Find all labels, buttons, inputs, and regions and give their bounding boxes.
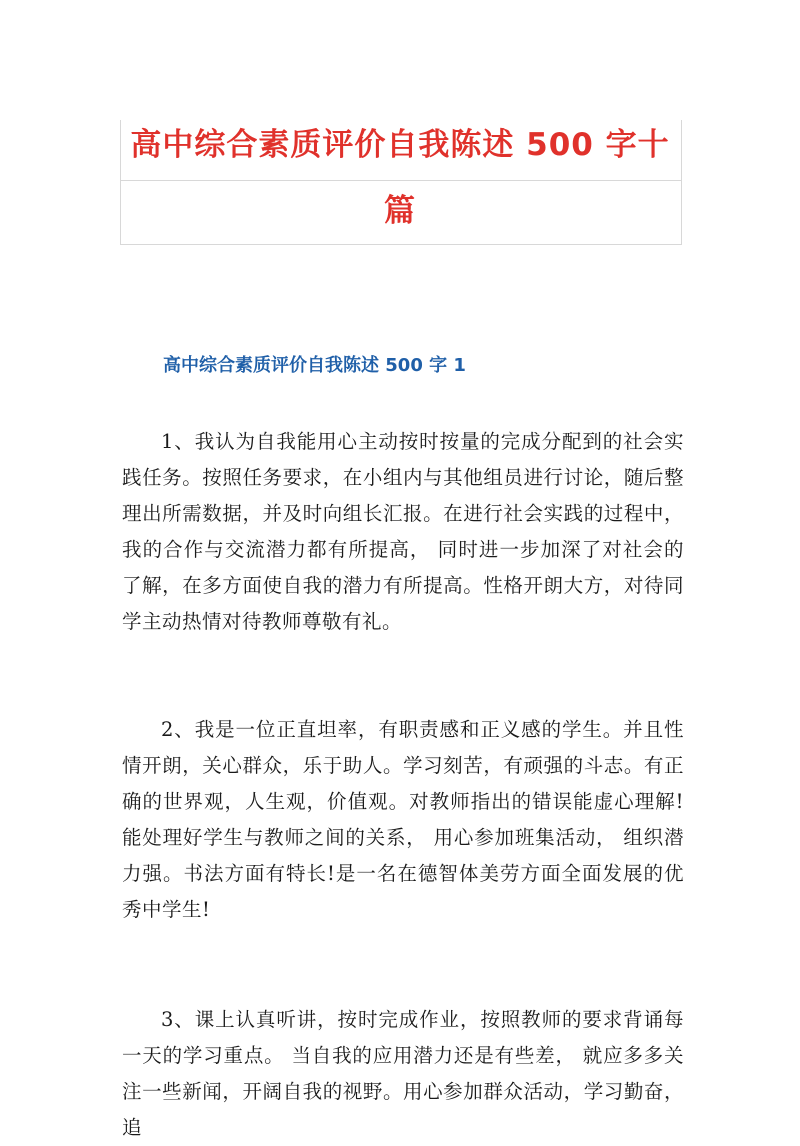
document-title: 高中综合素质评价自我陈述 500 字十篇 [130, 127, 670, 229]
paragraph-1: 1、我认为自我能用心主动按时按量的完成分配到的社会实践任务。按照任务要求，在小组内与其他组员进行讨论，随后整理出所需数据，并及时向组长汇报。在进行社会实践的过程中，我的合作与交流潜力都有所提高， 同时进一步加深了对社会的了解，在多方面使自我的潜力有所提高。性格开朗大方，对待同学主动热情对待教师尊敬有礼。 [122, 430, 684, 633]
paragraph-3: 3、课上认真听讲，按时完成作业，按照教师的要求背诵每一天的学习重点。 当自我的应用潜力还是有些差， 就应多多关注一些新闻，开阔自我的视野。用心参加群众活动，学习勤奋，追 [122, 1008, 684, 1139]
paragraph-2: 2、我是一位正直坦率，有职责感和正义感的学生。并且性情开朗，关心群众，乐于助人。学习刻苦，有顽强的斗志。有正确的世界观，人生观，价值观。对教师指出的错误能虚心理解!能处理好学生与教师之间的关系， 用心参加班集活动， 组织潜力强。书法方面有特长!是一名在德智体美劳方面全面发展的优秀中学生! [122, 718, 684, 921]
section-heading: 高中综合素质评价自我陈述 500 字 1 [163, 355, 466, 376]
